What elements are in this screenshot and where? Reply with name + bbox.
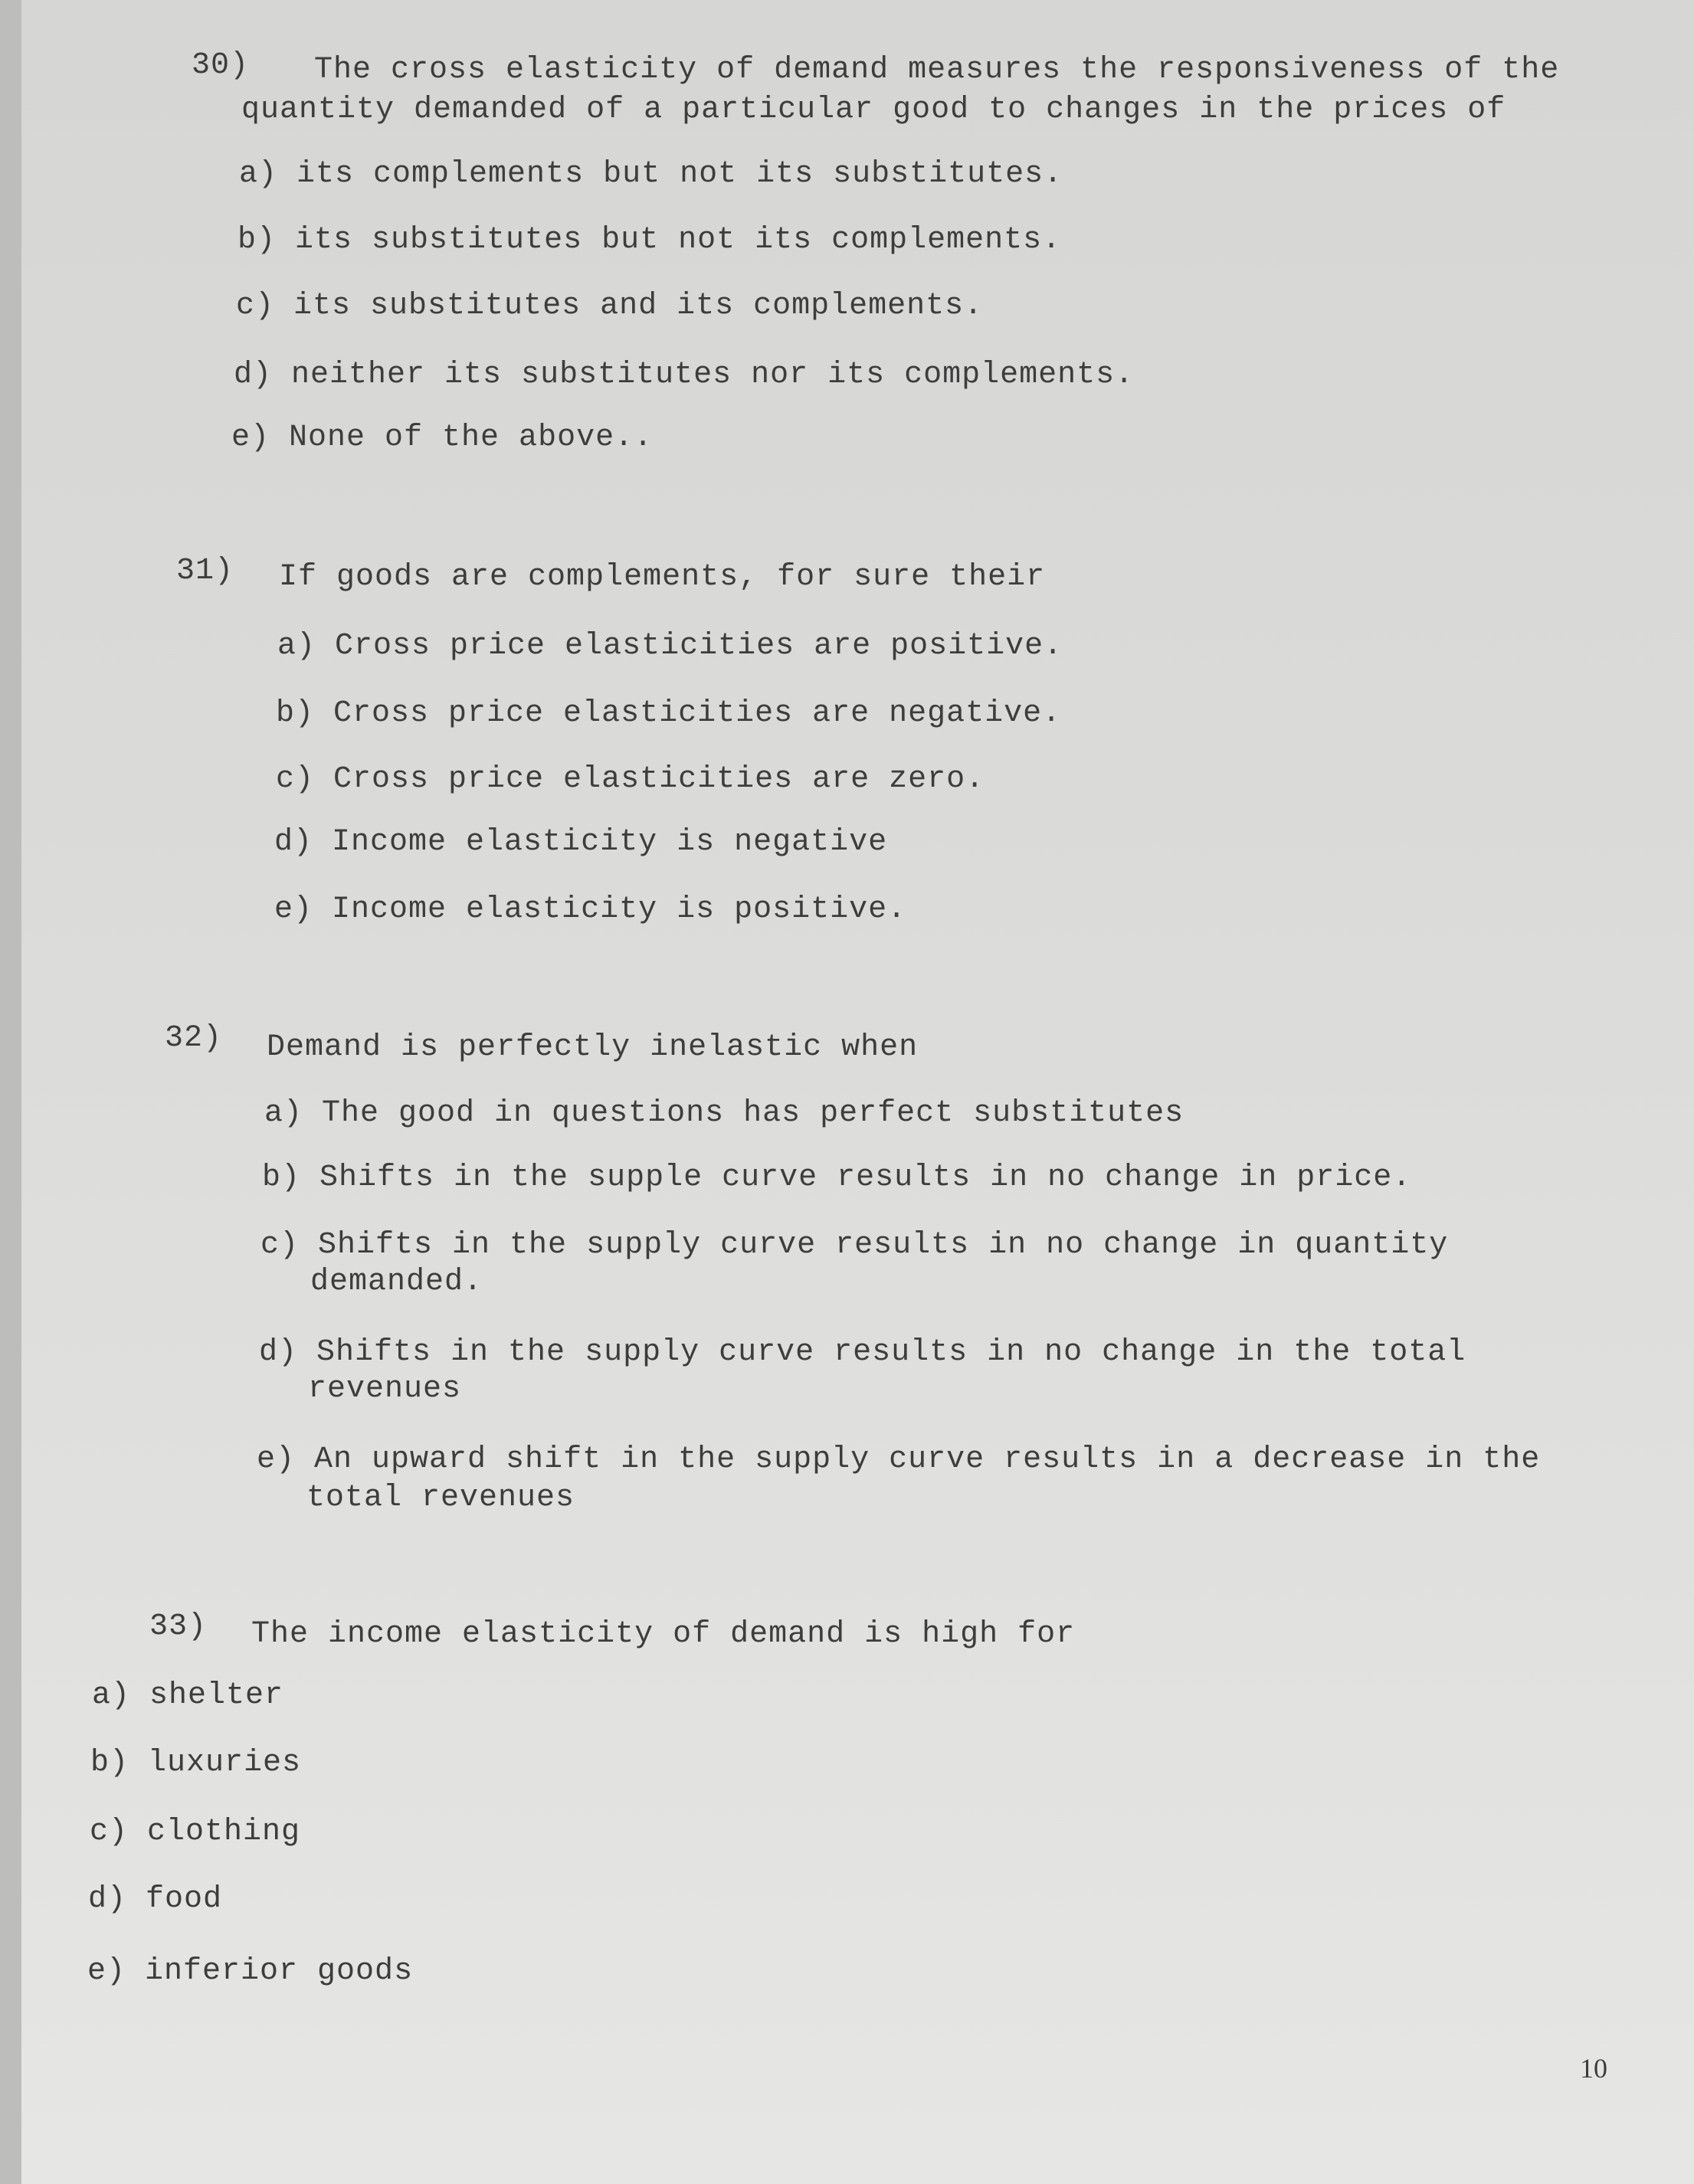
question-32-stem: Demand is perfectly inelastic when (267, 1030, 919, 1065)
question-30-option-e: e) None of the above.. (231, 421, 654, 455)
question-33-option-e: e) inferior goods (87, 1954, 414, 1989)
question-31-option-e: e) Income elasticity is positive. (274, 892, 907, 927)
question-31-option-c: c) Cross price elasticities are zero. (276, 762, 985, 797)
question-30-option-a: a) its complements but not its substitutes. (239, 157, 1063, 192)
question-33-option-a: a) shelter (92, 1678, 284, 1713)
question-32-option-e-line-2: total revenues (306, 1481, 575, 1515)
question-32-option-b: b) Shifts in the supple curve results in no change in price. (262, 1161, 1412, 1195)
question-31-number: 31) (176, 554, 234, 588)
question-32-option-d-line-1: d) Shifts in the supply curve results in no change in the total (259, 1335, 1466, 1370)
question-30-stem-line-2: quantity demanded of a particular good to changes in the prices of (241, 93, 1506, 127)
page-edge-shadow (0, 0, 21, 2184)
page-number: 10 (1580, 2053, 1607, 2084)
question-31-option-d: d) Income elasticity is negative (274, 825, 888, 860)
question-32-option-d-line-2: revenues (308, 1372, 462, 1406)
question-32-number: 32) (165, 1021, 223, 1056)
document-page (21, 0, 1694, 2184)
question-32-option-c-line-2: demanded. (310, 1265, 483, 1299)
question-32-option-a: a) The good in questions has perfect substitutes (264, 1096, 1184, 1131)
question-33-option-b: b) luxuries (90, 1746, 302, 1780)
question-30-option-d: d) neither its substitutes nor its complements. (234, 358, 1135, 392)
question-32-option-c-line-1: c) Shifts in the supply curve results in no change in quantity (260, 1228, 1449, 1262)
question-31-option-b: b) Cross price elasticities are negative. (276, 696, 1062, 731)
question-30-stem-line-1: The cross elasticity of demand measures the responsiveness of the (314, 53, 1560, 87)
question-33-option-d: d) food (88, 1882, 223, 1917)
question-33-stem: The income elasticity of demand is high for (251, 1617, 1076, 1652)
question-30-option-c: c) its substitutes and its complements. (236, 289, 984, 323)
question-32-option-e-line-1: e) An upward shift in the supply curve results in a decrease in the (257, 1442, 1541, 1477)
question-30-number: 30) (192, 48, 250, 83)
question-31-stem: If goods are complements, for sure their (279, 560, 1046, 594)
question-31-option-a: a) Cross price elasticities are positive. (277, 629, 1063, 663)
question-30-option-b: b) its substitutes but not its complements. (238, 223, 1062, 257)
question-33-option-c: c) clothing (90, 1815, 301, 1849)
question-33-number: 33) (149, 1609, 208, 1644)
